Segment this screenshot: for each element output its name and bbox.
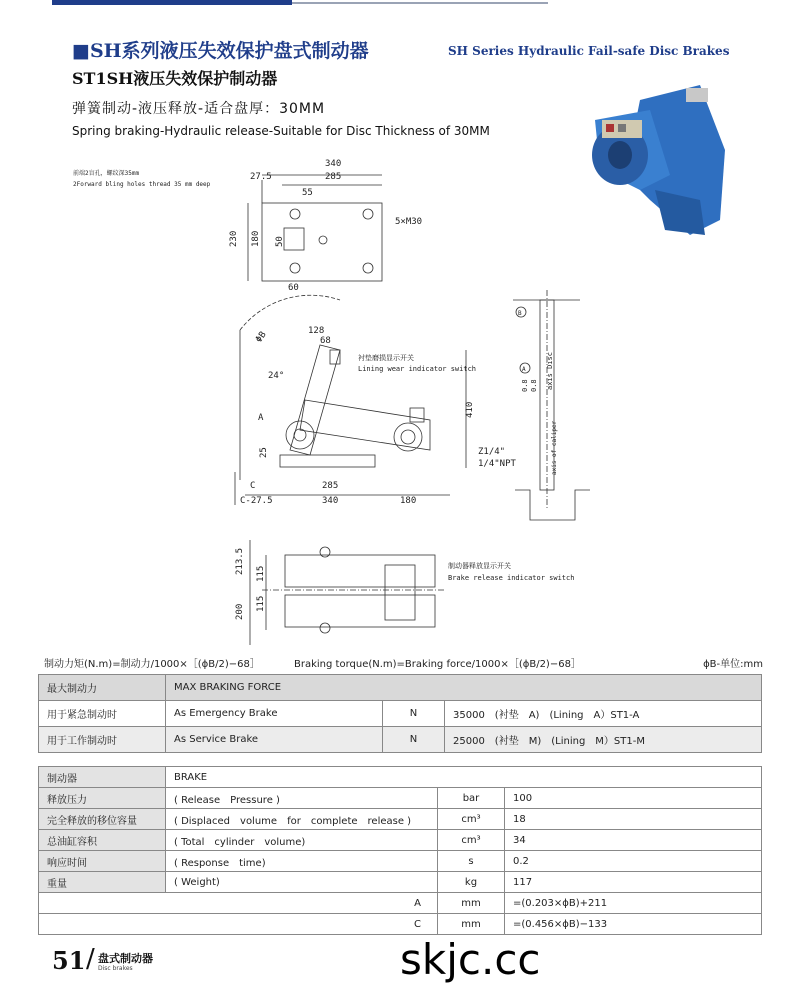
plate-view	[248, 175, 382, 281]
spec-label-en: ( Total cylinder volume)	[166, 830, 438, 851]
dim-410: 410	[465, 401, 475, 418]
dim-50: 50	[275, 236, 285, 247]
page-title: ■SH系列液压失效保护盘式制动器	[72, 40, 369, 62]
spec-unit: cm³	[438, 809, 505, 830]
lining-switch-en: Lining wear indicator switch	[358, 365, 477, 373]
spec-label-en: ( Release Pressure )	[166, 788, 438, 809]
disc-section	[513, 290, 590, 520]
dim-115b: 115	[256, 595, 266, 612]
table-row	[39, 872, 762, 893]
description-en: Spring braking-Hydraulic release-Suitable for Disc Thickness of 30MM	[72, 124, 490, 138]
table-row	[39, 788, 762, 809]
row-label-en: As Service Brake	[166, 727, 383, 753]
formula-unit: mm	[438, 914, 505, 935]
page-number: 51	[52, 946, 86, 975]
table-row	[39, 727, 762, 753]
dim-285-side: 285	[322, 481, 339, 491]
axis-disc: axis Disc	[546, 352, 554, 390]
dim-55: 55	[302, 188, 313, 198]
lining-switch-cn: 衬垫磨损显示开关	[358, 354, 414, 362]
dim-a: A	[258, 413, 264, 423]
dim-200: 200	[235, 603, 245, 620]
spec-label-cn: 完全释放的移位容量	[39, 809, 166, 830]
dim-128: 128	[308, 326, 325, 336]
row-value: 25000 (衬垫 M) (Lining M）ST1-M	[445, 727, 762, 753]
row-unit: N	[383, 727, 445, 753]
table-row	[39, 830, 762, 851]
spec-label-en: ( Displaced volume for complete release )	[166, 809, 438, 830]
formula-label: A	[166, 893, 438, 914]
row-label-en: As Emergency Brake	[166, 701, 383, 727]
spec-header-en: BRAKE	[166, 767, 762, 788]
spec-value: 0.2	[505, 851, 762, 872]
table-header-row	[39, 767, 762, 788]
blind-hole-note-cn: 前端2盲孔，螺纹深35mm	[73, 170, 140, 177]
description-cn: 弹簧制动-液压释放-适合盘厚：30MM	[72, 101, 326, 117]
dim-60: 60	[288, 283, 299, 293]
row-unit: N	[383, 701, 445, 727]
dim-340-side: 340	[322, 496, 339, 506]
spec-unit: kg	[438, 872, 505, 893]
spec-unit: bar	[438, 788, 505, 809]
model-name: ST1SH液压失效保护制动器	[72, 69, 278, 88]
dim-c-27-5: C-27.5	[240, 496, 273, 506]
force-header-cn: 最大制动力	[39, 675, 166, 701]
spec-value: 34	[505, 830, 762, 851]
dim-24-deg: 24°	[268, 371, 285, 381]
side-view	[235, 295, 466, 505]
release-switch-cn: 制动器释放显示开关	[448, 562, 511, 570]
torque-formula-cn: 制动力矩(N.m)=制动力/1000×［(ϕB/2)−68］	[44, 659, 260, 670]
dim-68: 68	[320, 336, 331, 346]
section-name-cn: 盘式制动器	[98, 952, 153, 965]
dim-phi-b: ΦB	[254, 330, 269, 345]
npt-label-2: 1/4"NPT	[478, 459, 516, 469]
formula-value: =(0.456×ϕB)−133	[505, 914, 762, 935]
table-row	[39, 893, 762, 914]
spec-label-en: ( Response time)	[166, 851, 438, 872]
spec-table	[38, 766, 762, 935]
dim-27-5: 27.5	[250, 172, 272, 182]
dim-0-8a: 0.8	[521, 379, 529, 392]
row-value: 35000 (衬垫 A) (Lining A）ST1-A	[445, 701, 762, 727]
spec-label-en: ( Weight)	[166, 872, 438, 893]
blind-hole-note-en: 2Forward bling holes thread 35 mm deep	[73, 181, 211, 188]
dim-180: 180	[251, 230, 261, 247]
dim-115a: 115	[256, 565, 266, 582]
dim-285: 285	[325, 172, 342, 182]
page-title-en: SH Series Hydraulic Fail-safe Disc Brakes	[448, 44, 730, 58]
torque-formula-en: Braking torque(N.m)=Braking force/1000×［(ϕB/2)−68］	[294, 659, 581, 670]
force-header-en: MAX BRAKING FORCE	[166, 675, 762, 701]
spec-value: 100	[505, 788, 762, 809]
dim-230: 230	[229, 230, 239, 247]
section-name-en: Disc brakes	[98, 965, 133, 972]
formula-label: C	[166, 914, 438, 935]
row-label-cn: 用于工作制动时	[39, 727, 166, 753]
unit-note: ϕB-单位:mm	[703, 659, 763, 670]
table-row	[39, 851, 762, 872]
spec-value: 18	[505, 809, 762, 830]
axis-caliper: axis of caliper	[551, 420, 558, 475]
dim-c: C	[250, 481, 256, 491]
npt-label-1: Z1/4"	[478, 447, 506, 457]
datum-a: A	[522, 366, 526, 373]
table-row	[39, 809, 762, 830]
row-label-cn: 用于紧急制动时	[39, 701, 166, 727]
spec-header-cn: 制动器	[39, 767, 166, 788]
spec-label-cn: 响应时间	[39, 851, 166, 872]
dim-340: 340	[325, 159, 342, 169]
spec-unit: s	[438, 851, 505, 872]
dim-25: 25	[259, 447, 269, 458]
force-table	[38, 674, 762, 753]
page-separator: /	[86, 944, 95, 974]
table-row	[39, 914, 762, 935]
release-switch-en: Brake release indicator switch	[448, 574, 575, 582]
spec-label-cn: 重量	[39, 872, 166, 893]
formula-value: =(0.203×ϕB)+211	[505, 893, 762, 914]
dim-180-side: 180	[400, 496, 417, 506]
product-photo	[592, 85, 725, 235]
holes-spec: 5×M30	[395, 217, 423, 227]
table-header-row	[39, 675, 762, 701]
watermark: skjc.cc	[400, 935, 541, 984]
dim-0-8b: 0.8	[530, 379, 538, 392]
spec-unit: cm³	[438, 830, 505, 851]
dim-213-5: 213.5	[235, 547, 245, 575]
table-row	[39, 701, 762, 727]
datum-b: B	[518, 310, 522, 317]
spec-label-cn: 总油缸容积	[39, 830, 166, 851]
formula-unit: mm	[438, 893, 505, 914]
spec-value: 117	[505, 872, 762, 893]
spec-label-cn: 释放压力	[39, 788, 166, 809]
front-view	[250, 540, 445, 645]
